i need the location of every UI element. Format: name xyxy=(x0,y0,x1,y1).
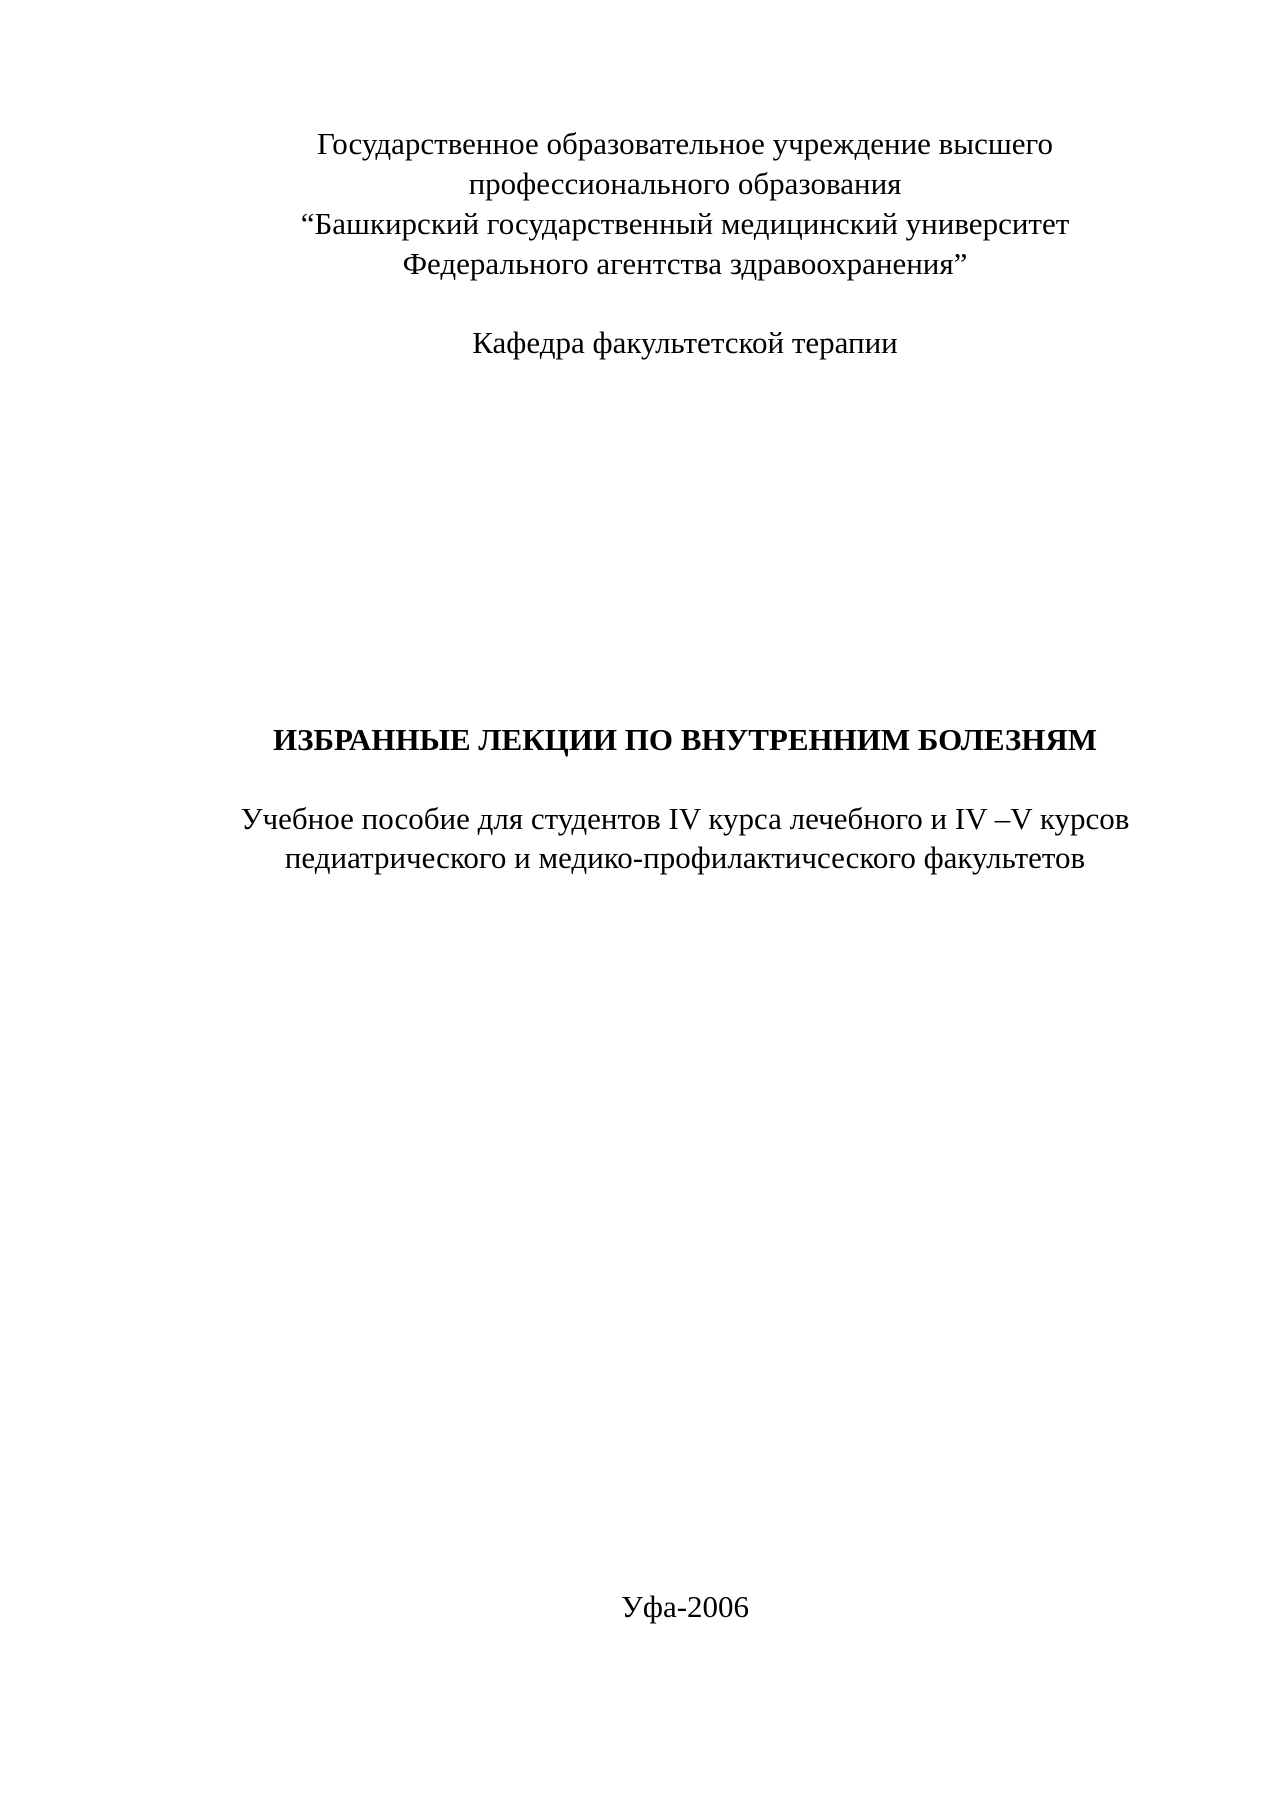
subtitle-line-1: Учебное пособие для студентов IV курса лечебного и IV –V курсов xyxy=(240,801,1130,836)
place-year: Уфа-2006 xyxy=(620,1589,750,1624)
document-title: ИЗБРАННЫЕ ЛЕКЦИИ ПО ВНУТРЕННИМ БОЛЕЗНЯМ xyxy=(272,722,1098,757)
institution-line-4: Федерального агентства здравоохранения” xyxy=(402,246,968,281)
institution-line-1: Государственное образовательное учреждение высшего xyxy=(317,126,1053,161)
subtitle-line-2: педиатрического и медико-профилактичсеского факультетов xyxy=(284,840,1086,875)
institution-line-3: “Башкирский государственный медицинский университет xyxy=(300,206,1070,241)
institution-line-2: профессионального образования xyxy=(468,166,902,201)
department-name: Кафедра факультетской терапии xyxy=(472,325,898,360)
